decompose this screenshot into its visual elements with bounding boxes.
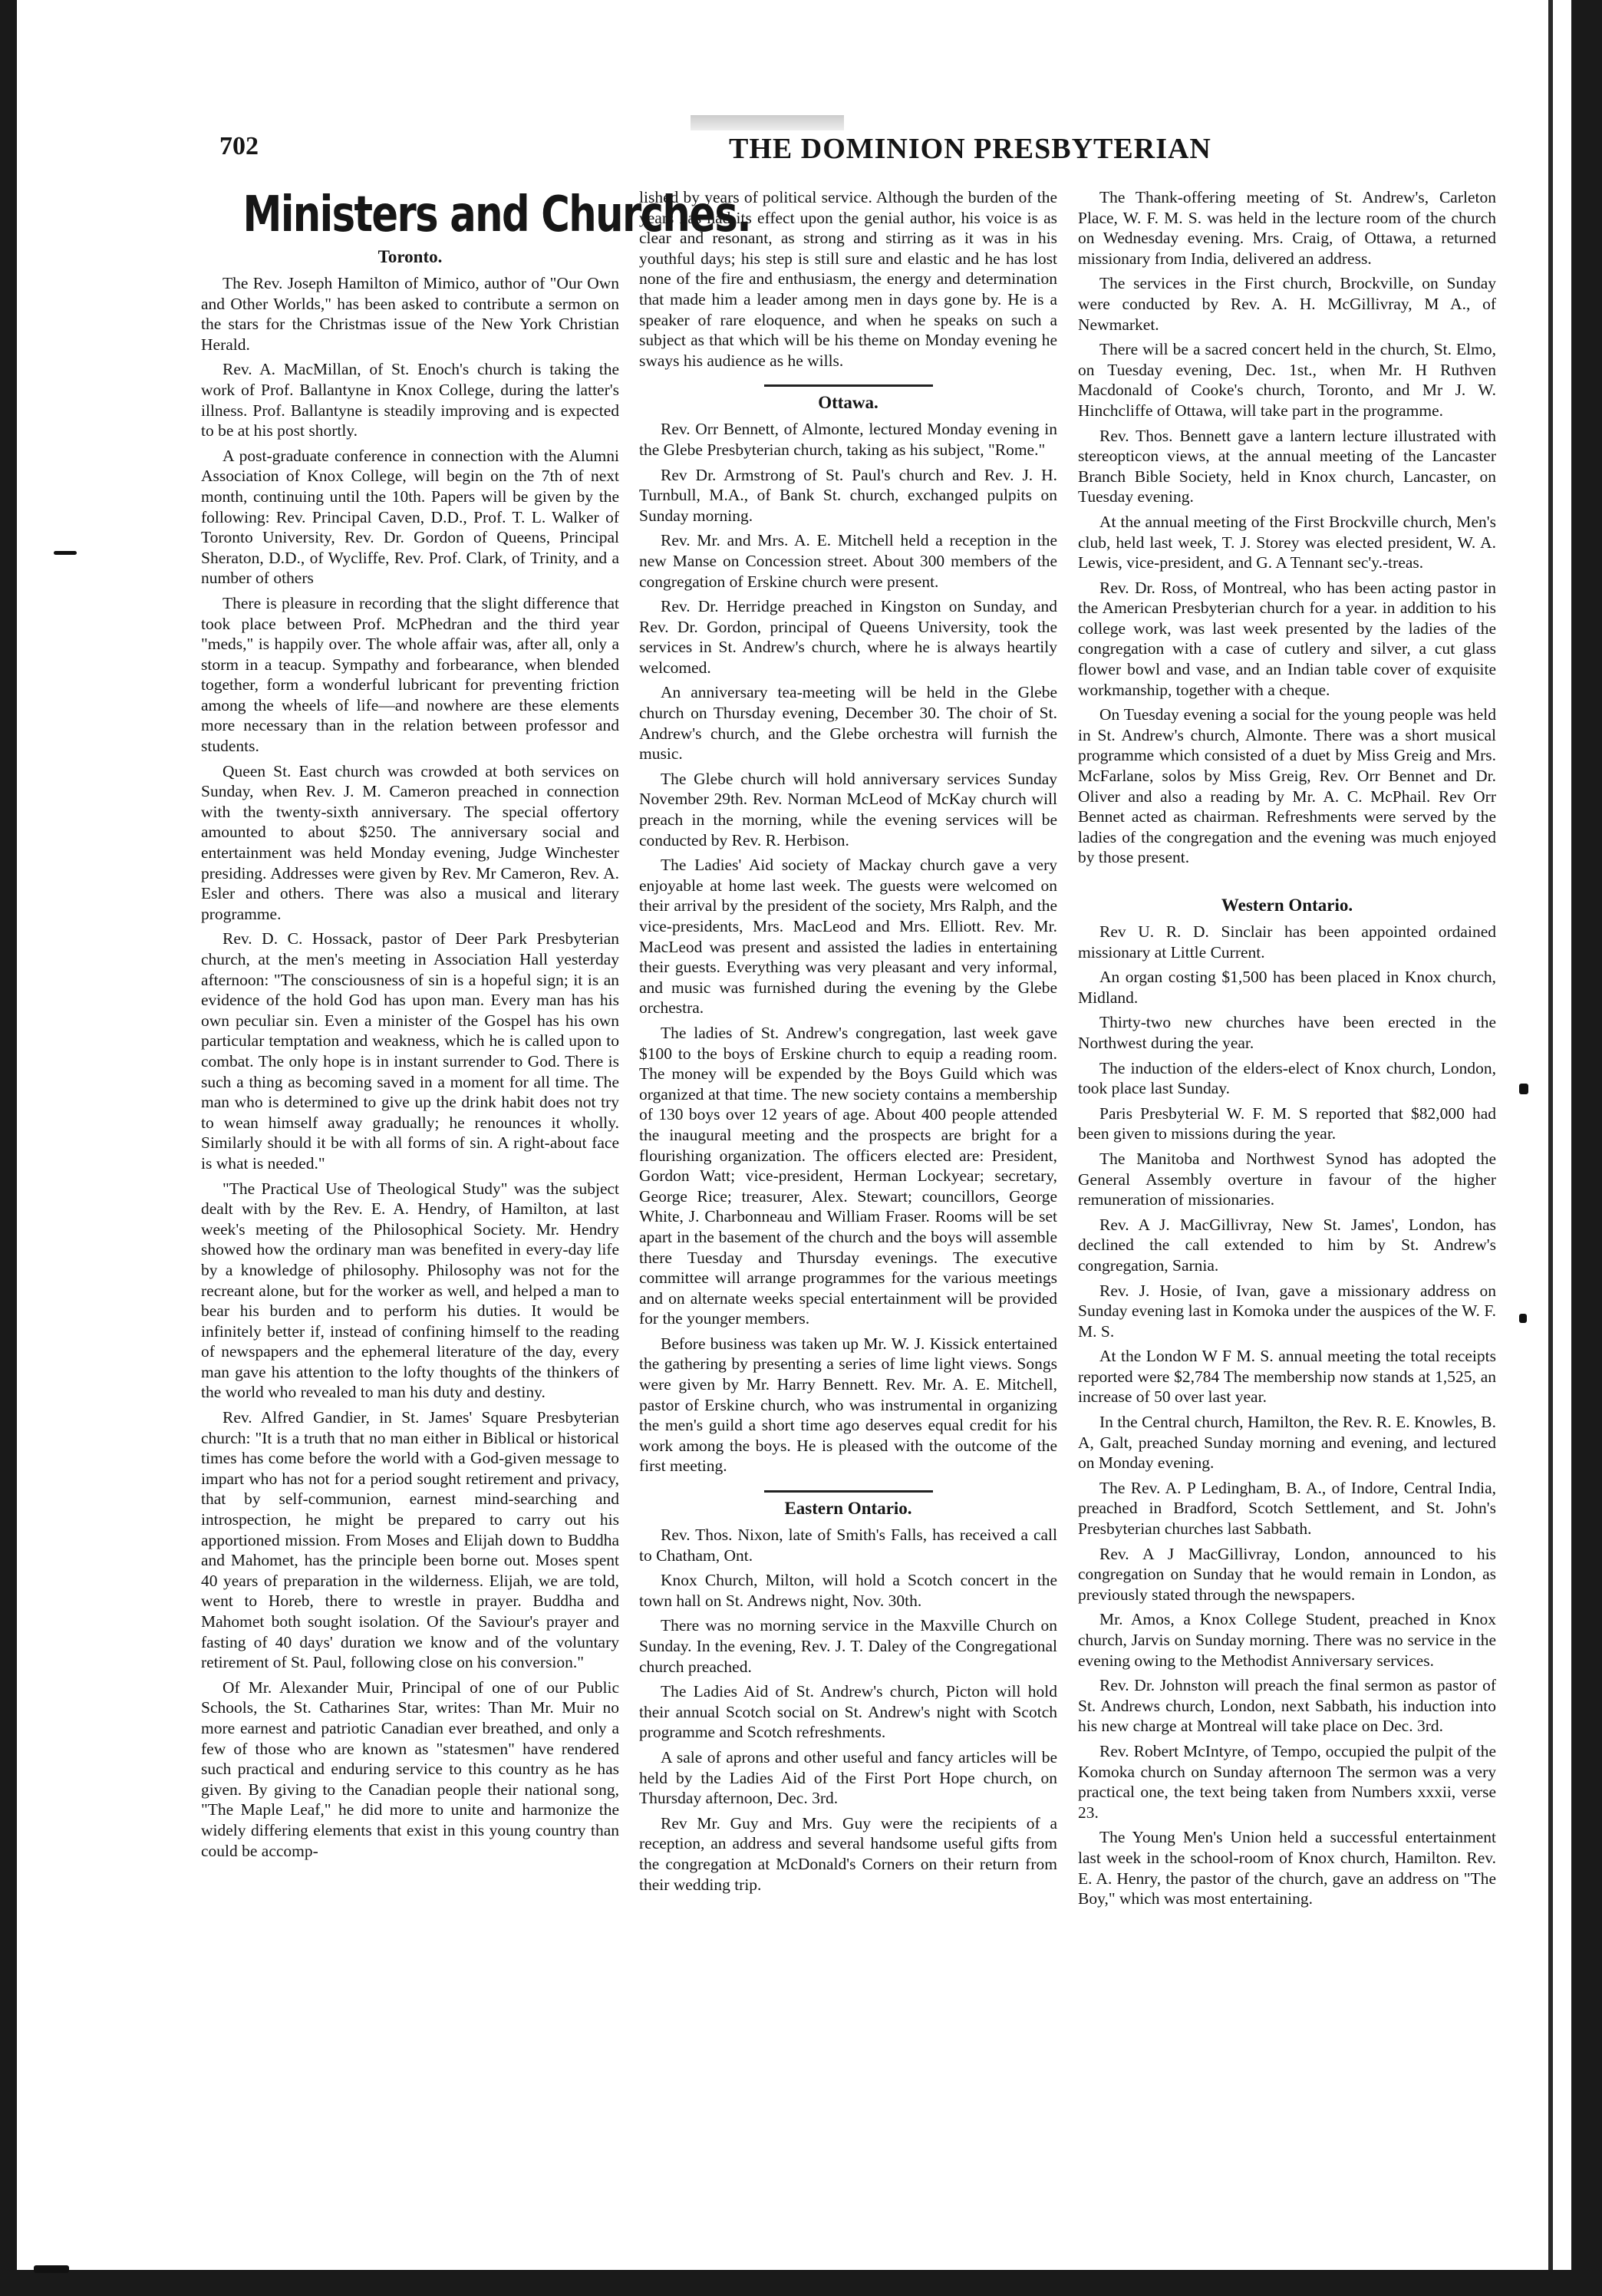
article-paragraph: "The Practical Use of Theological Study" was the subject dealt with by the Rev. E. A. Hendry, of Hamilton, at last week's meeting of the Philosophical Society. Mr. Hendry showed how the ordinary man was benefited in every-day life by a knowledge of philosophy. Philosophy was not for the recreant alone, but for the worker as well, and helped a man to bear his burden and to perform his duties. It would be infinitely better if, instead of confining himself to the reading of newspapers and the ephemeral literature of the day, every man gave his attention to the lofty thoughts of the thinkers of the world who revealed to man his duty and destiny. <box>201 1179 619 1402</box>
article-paragraph: The Thank-offering meeting of St. Andrew's, Carleton Place, W. F. M. S. was held in the lecture room of the church on Wednesday evening. Mrs. Craig, of Ottawa, a returned missionary from India, delivered an address. <box>1078 188 1496 268</box>
article-paragraph: The ladies of St. Andrew's congregation, last week gave $100 to the boys of Erskine church to equip a reading room. The money will be expended by the Boys Guild which was organized at that time. The new society contains a membership of 130 boys over 12 years of age. About 400 people attended the inaugural meeting and the prospects are bright for a flourishing organization. The officers elected are: President, Gordon Watt; vice-president, Herman Lockyear; secretary, George Rice; treasurer, Alex. Stewart; councillors, George White, J. Charbonneau and William Fraser. Rooms will be set apart in the basement of the church and the boys will assemble there Tuesday and Thursday evenings. The executive committee will arrange programmes for the various meetings and on alternate weeks special entertainment will be provided for the younger members. <box>639 1023 1057 1328</box>
article-paragraph: Rev. Robert McIntyre, of Tempo, occupied the pulpit of the Komoka church on Sunday afternoon The sermon was a very practical one, the text being taken from Numbers xxxii, verse 23. <box>1078 1741 1496 1822</box>
article-paragraph: There is pleasure in recording that the slight difference that took place between Prof. McPhedran and the third year "meds," is happily over. The whole affair was, after all, only a storm in a teacup. Sympathy and forbearance, when blended together, form a wonderful lubricant for preventing friction among the wheels of life—and nowhere are these elements more necessary than in the relation between professor and students. <box>201 593 619 756</box>
article-paragraph: The Ladies' Aid society of Mackay church gave a very enjoyable at home last week. The guests were welcomed on their arrival by the president of the society, Mrs Ralph, and the vice-presidents, Mrs. MacLeod and Mrs. Elliott. Rev. Mr. MacLeod was present and assisted the ladies in entertaining their guests. Everything was very pleasant and very informal, and music was furnished during the evening by the Glebe orchestra. <box>639 856 1057 1018</box>
article-paragraph: Of Mr. Alexander Muir, Principal of one of our Public Schools, the St. Catharines Star, writes: Than Mr. Muir no more earnest and patriotic Canadian ever breathed, and only a few of those who are known as "statesmen" have rendered such practical and enduring service to this country as he has given. By giving to the Canadian people their national song, "The Maple Leaf," he did more to unite and harmonize the widely differing elements that exist in this young country than could be accomp- <box>201 1677 619 1860</box>
article-paragraph: The induction of the elders-elect of Knox church, London, took place last Sunday. <box>1078 1058 1496 1098</box>
article-paragraph-continued: lished by years of political service. Although the burden of the years has had its effect upon the genial author, his voice is as clear and resonant, as strong and stirring as it was in his youthful days; his step is still sure and elastic and he has lost none of the fire and enthusiasm, the energy and determination that made him a leader among men in days gone by. He is a speaker of rare eloquence, and when he speaks on such a subject as that which will be his theme on Monday evening he sways his audience as he wills. <box>639 188 1057 370</box>
article-paragraph: There was no morning service in the Maxville Church on Sunday. In the evening, Rev. J. T. Daley of the Congregational church preached. <box>639 1616 1057 1676</box>
scan-border-left <box>0 0 17 2296</box>
article-paragraph: Rev. A J MacGillivray, London, announced to his congregation on Sunday that he would remain in London, as previously stated through the newspapers. <box>1078 1544 1496 1604</box>
section-heading: Western Ontario. <box>1221 896 1353 915</box>
article-paragraph: The Manitoba and Northwest Synod has adopted the General Assembly overture in favour of the higher remuneration of missionaries. <box>1078 1149 1496 1209</box>
article-paragraph: Rev. Orr Bennett, of Almonte, lectured Monday evening in the Glebe Presbyterian church, taking as his subject, "Rome." <box>639 420 1057 459</box>
article-paragraph: Rev. Thos. Nixon, late of Smith's Falls, has received a call to Chatham, Ont. <box>639 1526 1057 1565</box>
section-heading: Toronto. <box>377 247 443 266</box>
section-heading: Eastern Ontario. <box>784 1499 912 1519</box>
article-paragraph: The services in the First church, Brockville, on Sunday were conducted by Rev. A. H. McGillivray, M A., of Newmarket. <box>1078 274 1496 334</box>
article-paragraph: Rev. A. MacMillan, of St. Enoch's church is taking the work of Prof. Ballantyne in Knox College, during the latter's illness. Prof. Ballantyne is steadily improving and is expected to be at his post shortly. <box>201 360 619 440</box>
article-paragraph: There will be a sacred concert held in the church, St. Elmo, on Tuesday evening, Dec. 1st., when Mr. H Ruthven Macdonald of Cooke's church, Toronto, and Mr J. W. Hinchcliffe of Ottawa, will take part in the programme. <box>1078 340 1496 420</box>
page-header <box>54 132 1542 170</box>
masthead: Ministers and Churches. <box>242 186 751 243</box>
article-paragraph: The Rev. Joseph Hamilton of Mimico, author of "Our Own and Other Worlds," has been asked to contribute a sermon on the stars for the Christmas issue of the New York Christian Herald. <box>201 274 619 354</box>
article-paragraph: On Tuesday evening a social for the young people was held in St. Andrew's church, Almonte. There was a short musical programme which consisted of a duet by Miss Greig and Mrs. McFarlane, solos by Miss Greig, Rev. Orr Bennet and Dr. Oliver and also a reading by Mr. A. C. McPhail. Rev Orr Bennet acted as chairman. Refreshments were served by the ladies of the congregation and the evening was much enjoyed by those present. <box>1078 705 1496 867</box>
scan-mark <box>1519 1084 1528 1094</box>
running-title: THE DOMINION PRESBYTERIAN <box>729 133 1211 165</box>
article-paragraph: Rev Mr. Guy and Mrs. Guy were the recipients of a reception, an address and several handsome useful gifts from the congregation at McDonald's Corners on their return from their wedding trip. <box>639 1813 1057 1894</box>
article-paragraph: Rev U. R. D. Sinclair has been appointed ordained missionary at Little Current. <box>1078 922 1496 962</box>
scan-mark <box>54 551 77 555</box>
article-paragraph: Rev. J. Hosie, of Ivan, gave a missionary address on Sunday evening last in Komoka under the auspices of the W. F. M. S. <box>1078 1281 1496 1341</box>
article-paragraph: An organ costing $1,500 has been placed in Knox church, Midland. <box>1078 968 1496 1007</box>
column-3 <box>1078 187 1496 1914</box>
article-paragraph: The Young Men's Union held a successful entertainment last week in the school-room of Knox church, Hamilton. Rev. E. A. Henry, the pastor of the church, gave an address on "The Boy," which was most entertaining. <box>1078 1828 1496 1908</box>
article-paragraph: Before business was taken up Mr. W. J. Kissick entertained the gathering by presenting a series of lime light views. Songs were given by Mr. Harry Bennett. Rev. Mr. A. E. Mitchell, pastor of Erskine church, who was instrumental in organizing the men's guild a short time ago deserves equal credit for his work among the boys. He is pleased with the outcome of the first meeting. <box>639 1334 1057 1476</box>
article-paragraph: The Rev. A. P Ledingham, B. A., of Indore, Central India, preached in Bradford, Scotch Settlement, and St. John's Presbyterian churches last Sabbath. <box>1078 1478 1496 1539</box>
article-paragraph: The Ladies Aid of St. Andrew's church, Picton will hold their annual Scotch social on St. Andrew's night with Scotch programme and Scotch refreshments. <box>639 1682 1057 1742</box>
article-paragraph: Queen St. East church was crowded at both services on Sunday, when Rev. J. M. Cameron preached in connection with the twenty-sixth anniversary. The special offertory amounted to about $250. The anniversary social and entertainment was held Monday evening, Judge Winchester presiding. Addresses were given by Rev. Mr Cameron, Rev. A. Esler and others. There was also a musical and literary programme. <box>201 761 619 923</box>
section-divider <box>764 384 933 387</box>
article-paragraph: Mr. Amos, a Knox College Student, preached in Knox church, Jarvis on Sunday morning. There was no service in the evening owing to the Methodist Anniversary services. <box>1078 1610 1496 1670</box>
column-1 <box>201 186 751 1866</box>
scan-mark <box>34 2265 69 2273</box>
article-paragraph: Rev Dr. Armstrong of St. Paul's church and Rev. J. H. Turnbull, M.A., of Bank St. church, exchanged pulpits on Sunday morning. <box>639 465 1057 525</box>
article-paragraph: An anniversary tea-meeting will be held in the Glebe church on Thursday evening, December 30. The choir of St. Andrew's church, and the Glebe orchestra will furnish the music. <box>639 683 1057 764</box>
column-2 <box>639 187 1057 1899</box>
article-paragraph: Rev. Dr. Johnston will preach the final sermon as pastor of St. Andrews church, London, next Sabbath, his induction into his new charge at Montreal will take place on Dec. 3rd. <box>1078 1676 1496 1736</box>
scan-border-bottom <box>0 2270 1602 2296</box>
article-paragraph: Rev. A J. MacGillivray, New St. James', London, has declined the call extended to him by St. Andrew's congregation, Sarnia. <box>1078 1215 1496 1275</box>
section-heading: Ottawa. <box>818 393 878 413</box>
article-paragraph: At the annual meeting of the First Brockville church, Men's club, held last week, T. J. Storey was elected president, W. A. Lewis, vice-president, and G. A Tennant sec'y.-treas. <box>1078 512 1496 572</box>
scan-smudge <box>691 115 844 130</box>
article-paragraph: Rev. Thos. Bennett gave a lantern lecture illustrated with stereopticon views, at the annual meeting of the Lancaster Branch Bible Society, held in Knox church, Lancaster, on Tuesday evening. <box>1078 426 1496 506</box>
page-number: 702 <box>219 132 259 160</box>
scan-mark <box>1519 1314 1527 1323</box>
article-paragraph: Rev. Dr. Herridge preached in Kingston on Sunday, and Rev. Dr. Gordon, principal of Queens University, took the services in St. Andrew's church, where he is always heartily welcomed. <box>639 597 1057 677</box>
article-paragraph: In the Central church, Hamilton, the Rev. R. E. Knowles, B. A, Galt, preached Sunday morning and evening, and lectured on Monday evening. <box>1078 1413 1496 1473</box>
article-paragraph: Knox Church, Milton, will hold a Scotch concert in the town hall on St. Andrews night, Nov. 30th. <box>639 1571 1057 1610</box>
article-paragraph: Thirty-two new churches have been erected in the Northwest during the year. <box>1078 1013 1496 1052</box>
section-divider <box>764 1490 933 1493</box>
article-paragraph: Rev. D. C. Hossack, pastor of Deer Park Presbyterian church, at the men's meeting in Association Hall yesterday afternoon: "The consciousness of sin is a hopeful sign; it is an evidence of the hold God has upon man. Every man has his own peculiar sin. Even a minister of the Gospel has his own particular temptation and weakness, which he is called upon to combat. The only hope is in instant surrender to God. There is such a thing as becoming saved in a moment for all time. The man who is determined to give up the drink habit does not try to wean himself away gradually; he renounces it wholly. Similarly should it be with all forms of sin. A right-about face is what is needed." <box>201 929 619 1173</box>
article-paragraph: A sale of aprons and other useful and fancy articles will be held by the Ladies Aid of the First Port Hope church, on Thursday afternoon, Dec. 3rd. <box>639 1747 1057 1808</box>
article-paragraph: Rev. Alfred Gandier, in St. James' Square Presbyterian church: "It is a truth that no man either in Biblical or historical times has come before the world with a God-given message to impart who has not for a period sought retirement and privacy, that by self-communion, earnest mind-searching and introspection, he might be prepared to carry out his apportioned mission. From Moses and Elijah down to Buddha and Mahomet, has the principle been borne out. Moses spent 40 years of preparation in the wilderness. Elijah, we are told, went to Horeb, there to wrestle in prayer. Buddha and Mahomet both sought isolation. Of the Saviour's prayer and fasting of 40 days' duration we know and of the voluntary retirement of St. Paul, following close on his conversion." <box>201 1408 619 1672</box>
article-paragraph: Rev. Dr. Ross, of Montreal, who has been acting pastor in the American Presbyterian church for a year. in addition to his college work, was last week presented by the ladies of the congregation with a case of cutlery and silver, a cut glass flower bowl and vase, and an Indian table cover of exquisite workmanship, together with a cheque. <box>1078 578 1496 699</box>
article-paragraph: Paris Presbyterial W. F. M. S reported that $82,000 had been given to missions during the year. <box>1078 1103 1496 1143</box>
article-paragraph: A post-graduate conference in connection with the Alumni Association of Knox College, will begin on the 7th of next month, continuing until the 10th. Papers will be given by the following: Rev. Principal Caven, D.D., Prof. T. L. Walker of Toronto University, Rev. Dr. Gordon of Queens, Principal Sheraton, D.D., of Wycliffe, Rev. Prof. Clark, of Trinity, and a number of others <box>201 446 619 588</box>
article-paragraph: Rev. Mr. and Mrs. A. E. Mitchell held a reception in the new Manse on Concession street. About 300 members of the congregation of Erskine church were present. <box>639 531 1057 591</box>
scan-border-right-line <box>1548 0 1553 2296</box>
scan-border-right <box>1571 0 1602 2296</box>
article-paragraph: At the London W F M. S. annual meeting the total receipts reported were $2,784 The membership now stands at 1,525, an increase of 50 over last year. <box>1078 1347 1496 1407</box>
article-paragraph: The Glebe church will hold anniversary services Sunday November 29th. Rev. Norman McLeod of McKay church will preach in the morning, while the evening services will be conducted by Rev. R. Herbison. <box>639 769 1057 849</box>
